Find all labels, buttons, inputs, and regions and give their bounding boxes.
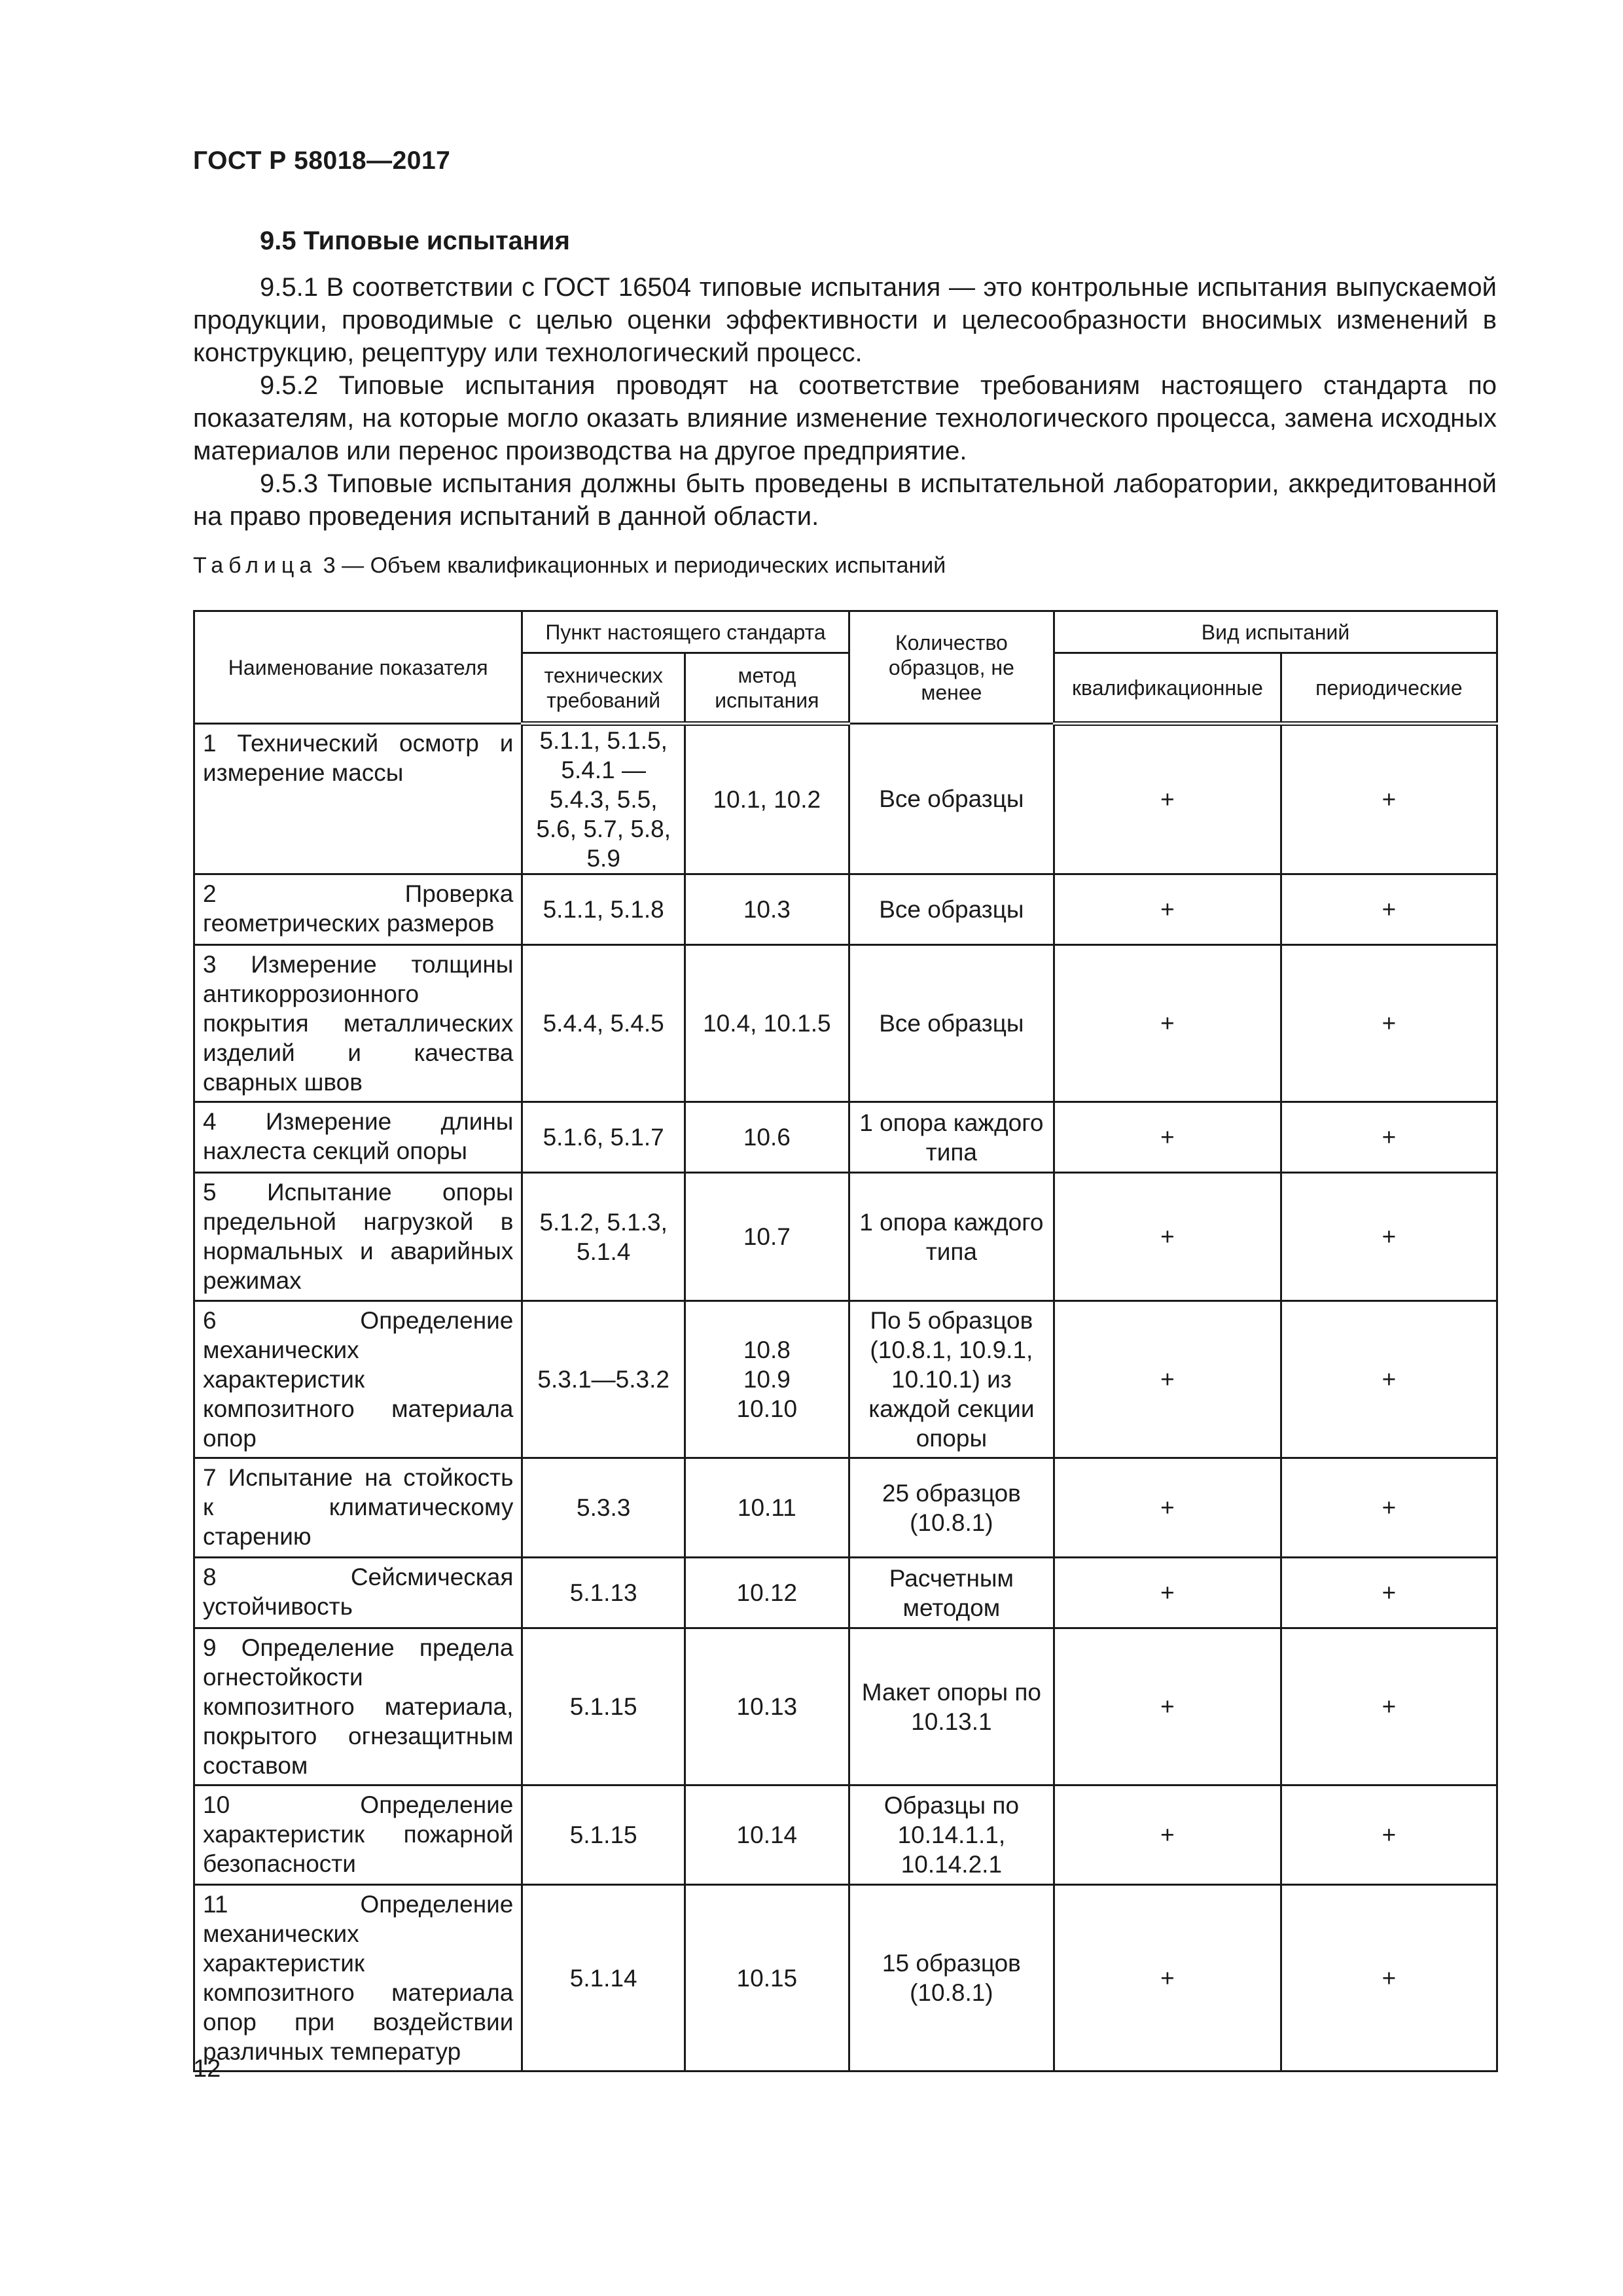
header-qualification: квалификационные (1054, 653, 1281, 724)
row-quantity: 1 опора каждого типа (849, 1102, 1054, 1173)
table-row (194, 1785, 1497, 1885)
table-row (194, 1628, 1497, 1785)
page-number: 12 (193, 2055, 221, 2083)
row-name: 4 Измерение длины нахлеста секций опоры (194, 1102, 522, 1173)
row-periodic: + (1281, 1173, 1497, 1301)
row-qualification: + (1054, 1785, 1281, 1885)
row-tech-req: 5.3.1—5.3.2 (522, 1301, 685, 1458)
header-quantity: Количество образцов, не менее (849, 611, 1054, 724)
tests-table (193, 610, 1498, 2072)
row-name: 1 Технический осмотр и измерение массы (194, 724, 522, 874)
table-row (194, 1102, 1497, 1173)
row-tech-req: 5.1.13 (522, 1558, 685, 1628)
row-name: 3 Измерение толщины антикоррозионного покрытия металлических изделий и качества сварных швов (194, 945, 522, 1102)
row-tech-req: 5.1.15 (522, 1628, 685, 1785)
table-row (194, 1558, 1497, 1628)
paragraph-9-5-1: 9.5.1 В соответствии с ГОСТ 16504 типовые испытания — это контрольные испытания выпускаемой продукции, проводимые с целью оценки эффективности и целесообразности вносимых изменений в конструкцию, рецептуру или технологический процесс. (193, 273, 1497, 367)
table-caption-text: 3 — Объем квалификационных и периодических испытаний (323, 553, 946, 578)
row-quantity: 15 образцов (10.8.1) (849, 1885, 1054, 2072)
row-method: 10.15 (685, 1885, 849, 2072)
body-text (193, 271, 1497, 533)
row-periodic: + (1281, 1885, 1497, 2072)
row-method: 10.6 (685, 1102, 849, 1173)
row-periodic: + (1281, 724, 1497, 874)
row-qualification: + (1054, 1458, 1281, 1558)
row-method: 10.7 (685, 1173, 849, 1301)
row-name: 11 Определение механических характеристик композитного материала опор при воздействии различных температур (194, 1885, 522, 2072)
header-test-type: Вид испытаний (1054, 611, 1497, 653)
row-method: 10.11 (685, 1458, 849, 1558)
table-caption (193, 552, 946, 579)
row-quantity: Все образцы (849, 945, 1054, 1102)
row-tech-req: 5.1.15 (522, 1785, 685, 1885)
row-method: 10.4, 10.1.5 (685, 945, 849, 1102)
header-periodic: периодические (1281, 653, 1497, 724)
row-qualification: + (1054, 874, 1281, 945)
row-qualification: + (1054, 1102, 1281, 1173)
row-qualification: + (1054, 724, 1281, 874)
header-clause: Пункт настоящего стандарта (522, 611, 849, 653)
row-tech-req: 5.1.1, 5.1.5, 5.4.1 — 5.4.3, 5.5, 5.6, 5.7, 5.8, 5.9 (522, 724, 685, 874)
table-caption-prefix: Таблица (193, 553, 317, 578)
row-qualification: + (1054, 945, 1281, 1102)
paragraph-9-5-2: 9.5.2 Типовые испытания проводят на соответствие требованиям настоящего стандарта по показателям, на которые могло оказать влияние изменение технологического процесса, замена исходных материалов или перенос производства на другое предприятие. (193, 371, 1497, 465)
row-tech-req: 5.1.2, 5.1.3, 5.1.4 (522, 1173, 685, 1301)
table-body (194, 724, 1497, 2072)
row-quantity: Образцы по 10.14.1.1, 10.14.2.1 (849, 1785, 1054, 1885)
row-qualification: + (1054, 1628, 1281, 1785)
row-periodic: + (1281, 1301, 1497, 1458)
row-periodic: + (1281, 1458, 1497, 1558)
paragraph-9-5-3: 9.5.3 Типовые испытания должны быть проведены в испытательной лаборатории, аккредитованной на право проведения испытаний в данной области. (193, 469, 1497, 531)
row-qualification: + (1054, 1558, 1281, 1628)
row-periodic: + (1281, 1102, 1497, 1173)
row-quantity: 1 опора каждого типа (849, 1173, 1054, 1301)
row-method: 10.3 (685, 874, 849, 945)
row-quantity: Все образцы (849, 724, 1054, 874)
header-method: метод испытания (685, 653, 849, 724)
row-tech-req: 5.3.3 (522, 1458, 685, 1558)
row-quantity: 25 образцов (10.8.1) (849, 1458, 1054, 1558)
row-name: 7 Испытание на стойкость к климатическому старению (194, 1458, 522, 1558)
row-method: 10.13 (685, 1628, 849, 1785)
header-name: Наименование показателя (194, 611, 522, 724)
row-tech-req: 5.4.4, 5.4.5 (522, 945, 685, 1102)
row-qualification: + (1054, 1173, 1281, 1301)
row-name: 8 Сейсмическая устойчивость (194, 1558, 522, 1628)
row-tech-req: 5.1.14 (522, 1885, 685, 2072)
row-periodic: + (1281, 874, 1497, 945)
row-name: 10 Определение характеристик пожарной безопасности (194, 1785, 522, 1885)
table-row (194, 1173, 1497, 1301)
header-tech-req: технических требований (522, 653, 685, 724)
table-row (194, 945, 1497, 1102)
table-row (194, 1301, 1497, 1458)
row-periodic: + (1281, 1785, 1497, 1885)
table-row (194, 1458, 1497, 1558)
row-periodic: + (1281, 1628, 1497, 1785)
row-method: 10.1, 10.2 (685, 724, 849, 874)
row-name: 2 Проверка геометрических размеров (194, 874, 522, 945)
document-code: ГОСТ Р 58018—2017 (193, 147, 451, 175)
row-periodic: + (1281, 945, 1497, 1102)
row-tech-req: 5.1.6, 5.1.7 (522, 1102, 685, 1173)
row-quantity: По 5 образцов (10.8.1, 10.9.1, 10.10.1) из каждой секции опоры (849, 1301, 1054, 1458)
row-method: 10.14 (685, 1785, 849, 1885)
row-method: 10.12 (685, 1558, 849, 1628)
row-name: 9 Определение предела огнестойкости композитного материала, покрытого огнезащитным составом (194, 1628, 522, 1785)
section-title: 9.5 Типовые испытания (260, 226, 571, 255)
row-tech-req: 5.1.1, 5.1.8 (522, 874, 685, 945)
row-method: 10.8 10.9 10.10 (685, 1301, 849, 1458)
table-row (194, 1885, 1497, 2072)
row-periodic: + (1281, 1558, 1497, 1628)
row-name: 6 Определение механических характеристик композитного материала опор (194, 1301, 522, 1458)
row-quantity: Расчетным методом (849, 1558, 1054, 1628)
row-name: 5 Испытание опоры предельной нагрузкой в нормальных и аварийных режимах (194, 1173, 522, 1301)
table-row (194, 874, 1497, 945)
row-qualification: + (1054, 1885, 1281, 2072)
row-quantity: Все образцы (849, 874, 1054, 945)
row-quantity: Макет опоры по 10.13.1 (849, 1628, 1054, 1785)
row-qualification: + (1054, 1301, 1281, 1458)
table-row (194, 724, 1497, 874)
